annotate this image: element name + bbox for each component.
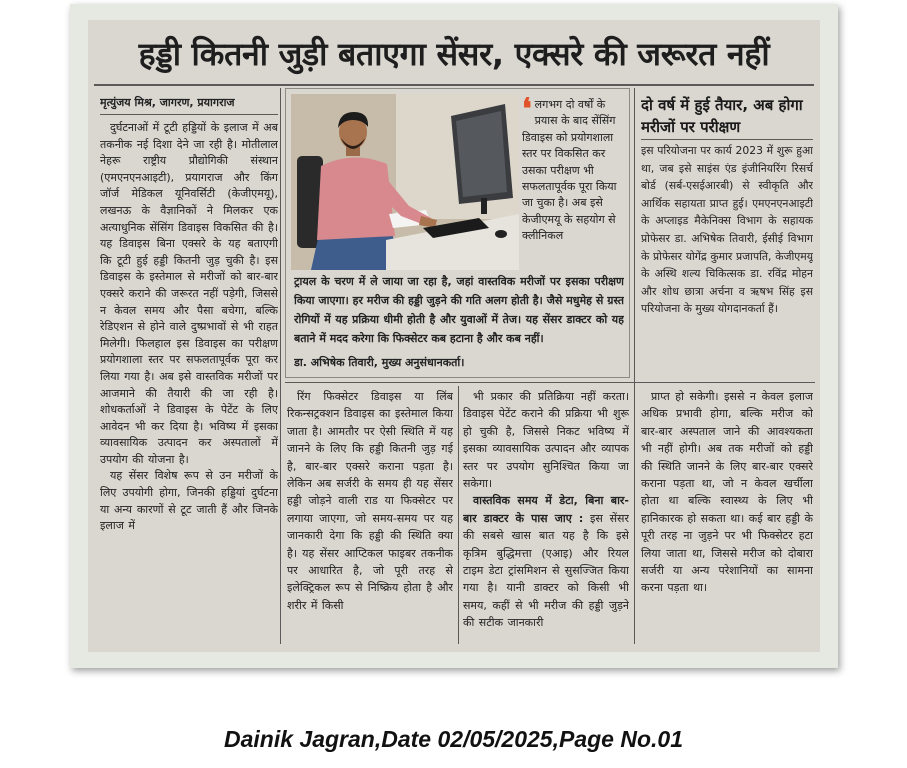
photo-shirt <box>317 157 395 240</box>
column-3-paragraph: भी प्रकार की प्रतिक्रिया नहीं करता। डिवाइस पेटेंट कराने की प्रक्रिया भी शुरू हो चुकी है, जिससे निकट भविष्य में इसका व्यावसायिक उत्पादन और व्यापक स्तर पर उपयोग सुनिश्चित किया जा सकेगा। <box>463 390 629 491</box>
column-2 <box>287 388 453 644</box>
column-divider <box>458 386 459 644</box>
column-2-paragraph: रिंग फिक्सेटर डिवाइस या लिंब रिकन्सट्रक्शन डिवाइस का इस्तेमाल किया जाता है। आमतौर पर ऐसी स्थिति में यह जानने के लिए कि हड्डी कितनी जुड़ गई है, बार-बार एक्सरे कराना पड़ता है। लेकिन अब सर्जरी के समय ही यह सेंसर हड्डी जोड़ने वाली राड या फिक्सेटर पर लगाया जाएगा, जो समय-समय पर यह जानकारी देगा कि हड्डी की स्थिति क्या है। यह सेंसर आप्टिकल फाइबर तकनीक पर आधारित है, जो पूरी तरह से इलेक्ट्रिकल रूप से निष्क्रिय होता है और शरीर में किसी <box>287 390 453 612</box>
column-3-text: इस सेंसर की सबसे खास बात यह है कि इसे कृत्रिम बुद्धिमत्ता (एआइ) और रियल टाइम डेटा ट्रांसमिशन से सुसज्जित किया गया है। यानी डाक्टर को किसी भी समय, कहीं से भी मरीज की हड्डी जुड़ने की सटीक जानकारी <box>463 511 629 630</box>
left-column-paragraph: यह सेंसर विशेष रूप से उन मरीजों के लिए उपयोगी होगा, जिनकी हड्डियां दुर्घटना या अन्य कारणों से टूट जाती हैं और जिनके इलाज में <box>100 469 278 533</box>
photo-box <box>285 88 630 378</box>
photo-mouse <box>495 230 507 238</box>
quote-mark-icon <box>522 97 532 123</box>
source-caption: Dainik Jagran,Date 02/05/2025,Page No.01 <box>224 726 683 752</box>
quote-credit: डा. अभिषेक तिवारी, मुख्य अनुसंधानकर्ता। <box>294 356 465 369</box>
clipping-frame <box>70 4 838 668</box>
byline-rule <box>100 114 278 115</box>
sidebar-body: इस परियोजना पर कार्य 2023 में शुरू हुआ था, जब इसे साइंस एंड इंजीनियरिंग रिसर्च बोर्ड (सर्ब-एसईआरबी) से स्वीकृति और आर्थिक सहायता प्राप्त हुई। एमएनएनआइटी के अप्लाइड मैकेनिक्स विभाग के सहायक प्रोफेसर डा. अभिषेक तिवारी, ईसीई विभाग के प्रोफेसर योगेंद्र कुमार प्रजापति, केजीएमयू के अस्थि शल्य चिकित्सक डा. रविंद्र मोहन और शोध छात्रा अर्चना व ऋषभ सिंह इस परियोजना के मुख्य योगदानकर्ता हैं। <box>641 144 813 316</box>
headline: हड्डी कितनी जुड़ी बताएगा सेंसर, एक्सरे की जरूरत नहीं <box>138 35 770 73</box>
photo-illustration <box>291 94 519 270</box>
column-3 <box>463 388 629 644</box>
byline: मृत्युंजय मिश्र, जागरण, प्रयागराज <box>100 96 235 109</box>
column-divider <box>280 88 281 644</box>
pull-quote <box>522 97 626 269</box>
column-3-subhead: वास्तविक समय में डेटा, बिना बार-बार डाक्टर के पास जाए : <box>463 494 629 525</box>
column-4 <box>641 388 813 644</box>
pull-quote-continuation: ट्रायल के चरण में ले जाया जा रहा है, जहां वास्तविक मरीजों पर इसका परीक्षण किया जाएगा। हर मरीज की हड्डी जुड़ने की गति अलग होती है। जैसे मधुमेह से ग्रस्त रोगियों में यह प्रक्रिया धीमी होती है और युवाओं में तेज। यह सेंसर डाक्टर को यह बताने में मदद करेगा कि फिक्सेटर कब हटाना है और कब नहीं। <box>294 275 624 345</box>
newspaper-clipping <box>88 20 820 652</box>
headline-rule <box>94 84 814 86</box>
sidebar-heading-rule <box>641 139 813 140</box>
photo-monitor-screen <box>456 111 507 197</box>
sidebar-heading: दो वर्ष में हुई तैयार, अब होगा मरीजों पर परीक्षण <box>641 96 803 136</box>
photo <box>291 94 519 270</box>
photo-monitor-stand <box>481 198 487 214</box>
left-column <box>100 120 278 642</box>
column-4-paragraph: प्राप्त हो सकेगी। इससे न केवल इलाज अधिक प्रभावी होगा, बल्कि मरीज को बार-बार अस्पताल जाने की आवश्यकता भी नहीं होगी। अब तक मरीजों को हड्डी की स्थिति जानने के लिए बार-बार एक्सरे कराना पड़ता था, जो न केवल खर्चीला होता था बल्कि स्वास्थ्य के लिए भी हानिकारक हो सकता था। कई बार हड्डी के पूरी तरह ना जुड़ने पर भी फिक्सेटर हटा लिया जाता था, जिससे मरीज को दोबारा सर्जरी या अन्य परेशानियों का सामना करना पड़ता था। <box>641 390 813 595</box>
left-column-paragraph: दुर्घटनाओं में टूटी हड्डियों के इलाज में अब तकनीक नई दिशा देने जा रही है। मोतीलाल नेहरू राष्ट्रीय प्रौद्योगिकी संस्थान (एमएनएनआइटी), प्रयागराज और किंग जॉर्ज मेडिकल यूनिवर्सिटी (केजीएमयू), लखनऊ के वैज्ञानिकों ने मिलकर एक अत्याधुनिक सेंसिंग डिवाइस विकसित की है। यह डिवाइस बिना एक्सरे के यह बताएगी कि टूटी हुई हड्डी कितनी जुड़ चुकी है। इस डिवाइस के इस्तेमाल से मरीजों को बार-बार एक्सरे कराने की जरूरत नहीं पड़ेगी, जिससे न केवल समय और पैसा बचेगा, बल्कि रेडिएशन से होने वाले दुष्प्रभावों से भी राहत मिलेगी। फिलहाल इस डिवाइस का परीक्षण प्रयोगशाला स्तर पर सफलतापूर्वक पूरा कर लिया गया है। अब इसे वास्तविक मरीजों पर आजमाने की तैयारी की जा रही है। शोधकर्ताओं ने डिवाइस के पेटेंट के लिए आवेदन भी कर दिया है। भविष्य में इसका व्यावसायिक उत्पादन कर अस्पतालों में उपयोग की योजना है। <box>100 121 278 466</box>
section-rule <box>285 382 815 383</box>
pull-quote-text: लगभग दो वर्षों के प्रयास के बाद सेंसिंग डिवाइस को प्रयोगशाला स्तर पर विकसित कर उसका परीक्षण भी सफलतापूर्वक पूरा किया जा चुका है। अब इसे केजीएमयू के सहयोग से क्लीनिकल <box>522 98 617 243</box>
column-3-paragraph <box>463 492 629 631</box>
column-divider <box>634 88 635 644</box>
sidebar-box <box>639 88 815 380</box>
